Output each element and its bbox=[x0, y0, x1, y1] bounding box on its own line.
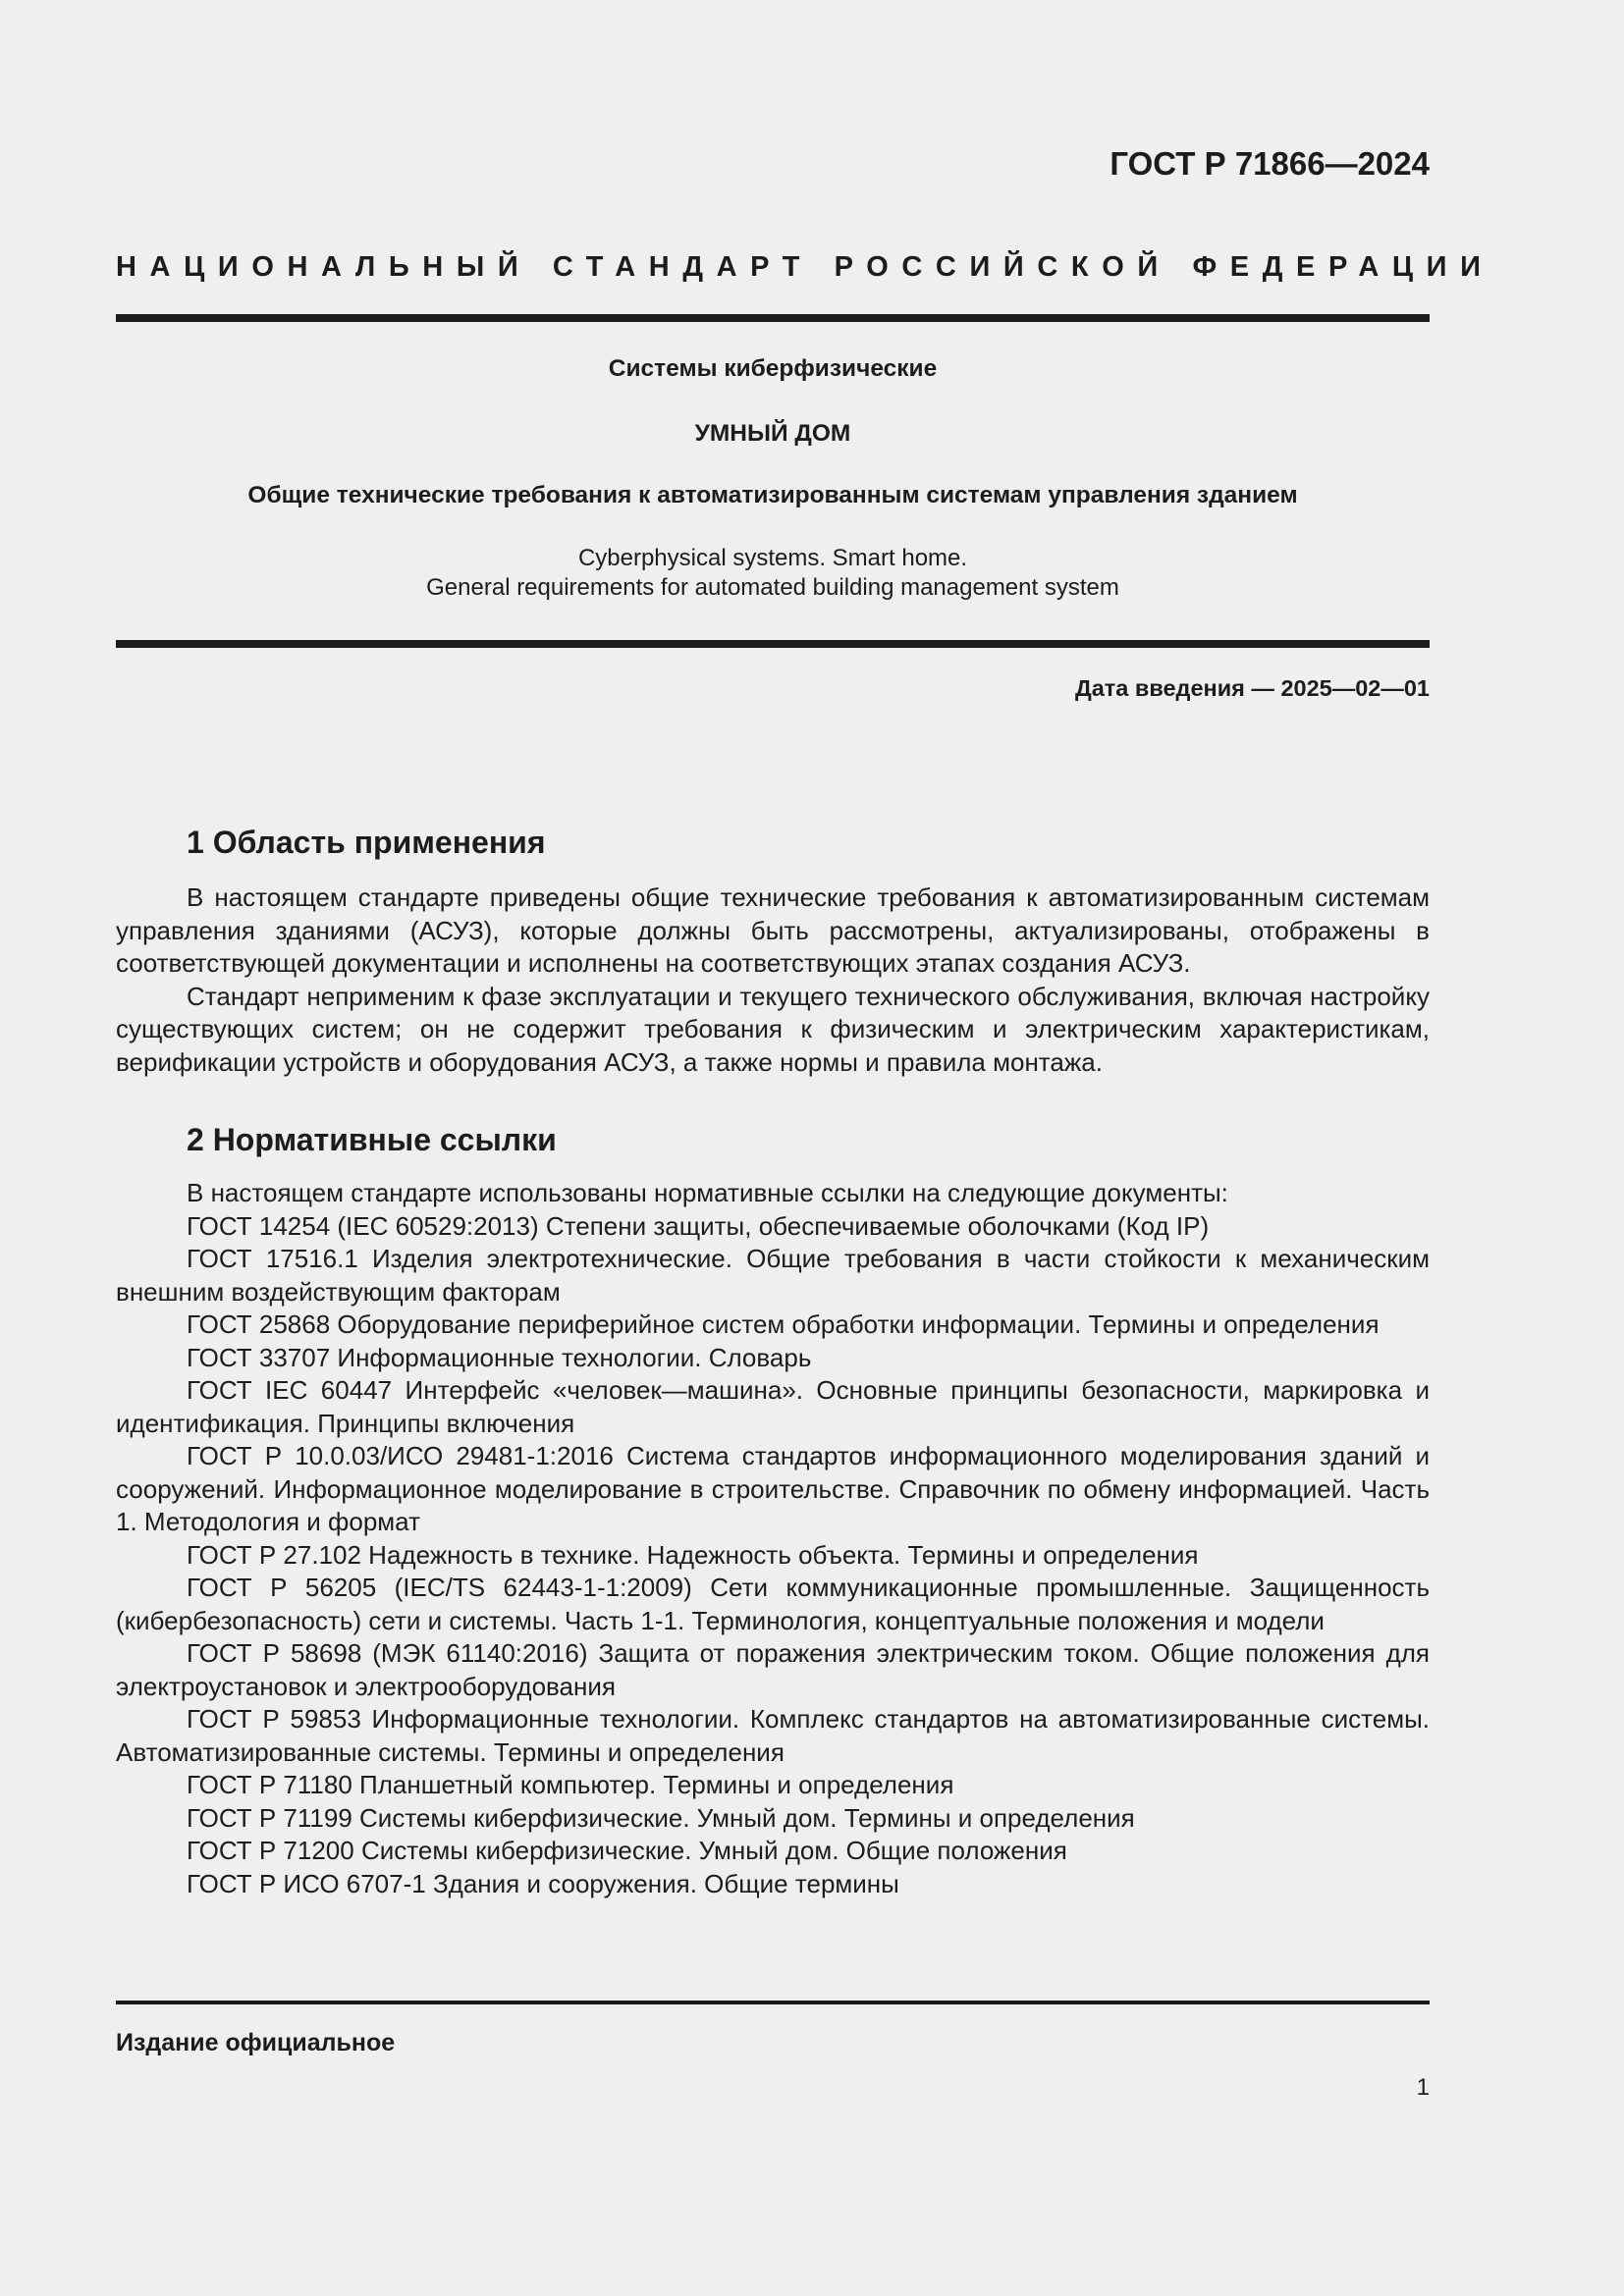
reference-item: ГОСТ 17516.1 Изделия электротехнические. Общие требования в части стойкости к механическим внешним воздействующим факторам bbox=[116, 1244, 1430, 1307]
reference-item: ГОСТ 33707 Информационные технологии. Словарь bbox=[187, 1342, 812, 1372]
page-number: 1 bbox=[1416, 2074, 1430, 2101]
reference-item: ГОСТ Р 10.0.03/ИСО 29481-1:2016 Система стандартов информационного моделирования зданий и сооружений. Информационное моделирование в строительстве. Справочник по обмену информацией. Часть 1. Методология и формат bbox=[116, 1441, 1430, 1536]
title-line-1: Системы киберфизические bbox=[608, 355, 938, 382]
english-title-line-1: Cyberphysical systems. Smart home. bbox=[577, 545, 968, 571]
section-1-paragraph: В настоящем стандарте приведены общие технические требования к автоматизированным системам управления зданиями (АСУЗ), которые должны быть рассмотрены, актуализированы, отображены в соответствующей документации и исполнены на соответствующих этапах создания АСУЗ. bbox=[116, 882, 1430, 978]
section-1-body bbox=[116, 881, 1430, 1079]
title-line-2: УМНЫЙ ДОМ bbox=[694, 420, 851, 447]
national-standard-banner: НАЦИОНАЛЬНЫЙ СТАНДАРТ РОССИЙСКОЙ ФЕДЕРАЦИИ bbox=[116, 251, 1494, 283]
title-line-3: Общие технические требования к автоматизированным системам управления зданием bbox=[247, 482, 1298, 508]
top-rule bbox=[116, 314, 1430, 322]
official-edition-label: Издание официальное bbox=[116, 2029, 396, 2056]
footer-rule bbox=[116, 2001, 1430, 2004]
section-1-heading: 1 Область применения bbox=[187, 825, 546, 860]
section-1-paragraph: Стандарт неприменим к фазе эксплуатации и текущего технического обслуживания, включая настройку существующих систем; он не содержит требования к физическим и электрическим характеристикам, верификации устройств и оборудования АСУЗ, а также нормы и правила монтажа. bbox=[116, 981, 1430, 1077]
reference-item: ГОСТ Р ИСО 6707-1 Здания и сооружения. Общие термины bbox=[187, 1868, 899, 1898]
reference-item: ГОСТ Р 71180 Планшетный компьютер. Термины и определения bbox=[187, 1770, 954, 1799]
reference-item: ГОСТ 25868 Оборудование периферийное систем обработки информации. Термины и определения bbox=[187, 1309, 1380, 1339]
document-page bbox=[116, 0, 1494, 2296]
reference-item: ГОСТ IEC 60447 Интерфейс «человек—машина». Основные принципы безопасности, маркировка и идентификация. Принципы включения bbox=[116, 1375, 1430, 1438]
section-2-heading: 2 Нормативные ссылки bbox=[187, 1122, 557, 1157]
introduction-date: Дата введения — 2025—02—01 bbox=[1074, 675, 1430, 701]
section-2-body bbox=[116, 1177, 1430, 1900]
title-bottom-rule bbox=[116, 640, 1430, 648]
section-2-intro: В настоящем стандарте использованы нормативные ссылки на следующие документы: bbox=[187, 1178, 1228, 1207]
reference-item: ГОСТ Р 71200 Системы киберфизические. Умный дом. Общие положения bbox=[187, 1836, 1067, 1865]
reference-item: ГОСТ Р 58698 (МЭК 61140:2016) Защита от поражения электрическим током. Общие положения для электроустановок и электрооборудования bbox=[116, 1638, 1430, 1701]
reference-item: ГОСТ Р 56205 (IEC/TS 62443-1-1:2009) Сети коммуникационные промышленные. Защищенность (кибербезопасность) сети и системы. Часть 1-1. Терминология, концептуальные положения и модели bbox=[116, 1573, 1430, 1635]
reference-item: ГОСТ Р 71199 Системы киберфизические. Умный дом. Термины и определения bbox=[187, 1802, 1135, 1833]
reference-item: ГОСТ Р 27.102 Надежность в технике. Надежность объекта. Термины и определения bbox=[187, 1539, 1199, 1570]
english-title-line-2: General requirements for automated building management system bbox=[426, 574, 1119, 601]
standard-id: ГОСТ Р 71866—2024 bbox=[1110, 145, 1430, 182]
reference-item: ГОСТ Р 59853 Информационные технологии. Комплекс стандартов на автоматизированные системы. Автоматизированные системы. Термины и определения bbox=[116, 1704, 1430, 1767]
reference-item: ГОСТ 14254 (IEC 60529:2013) Степени защиты, обеспечиваемые оболочками (Код IP) bbox=[187, 1210, 1210, 1241]
